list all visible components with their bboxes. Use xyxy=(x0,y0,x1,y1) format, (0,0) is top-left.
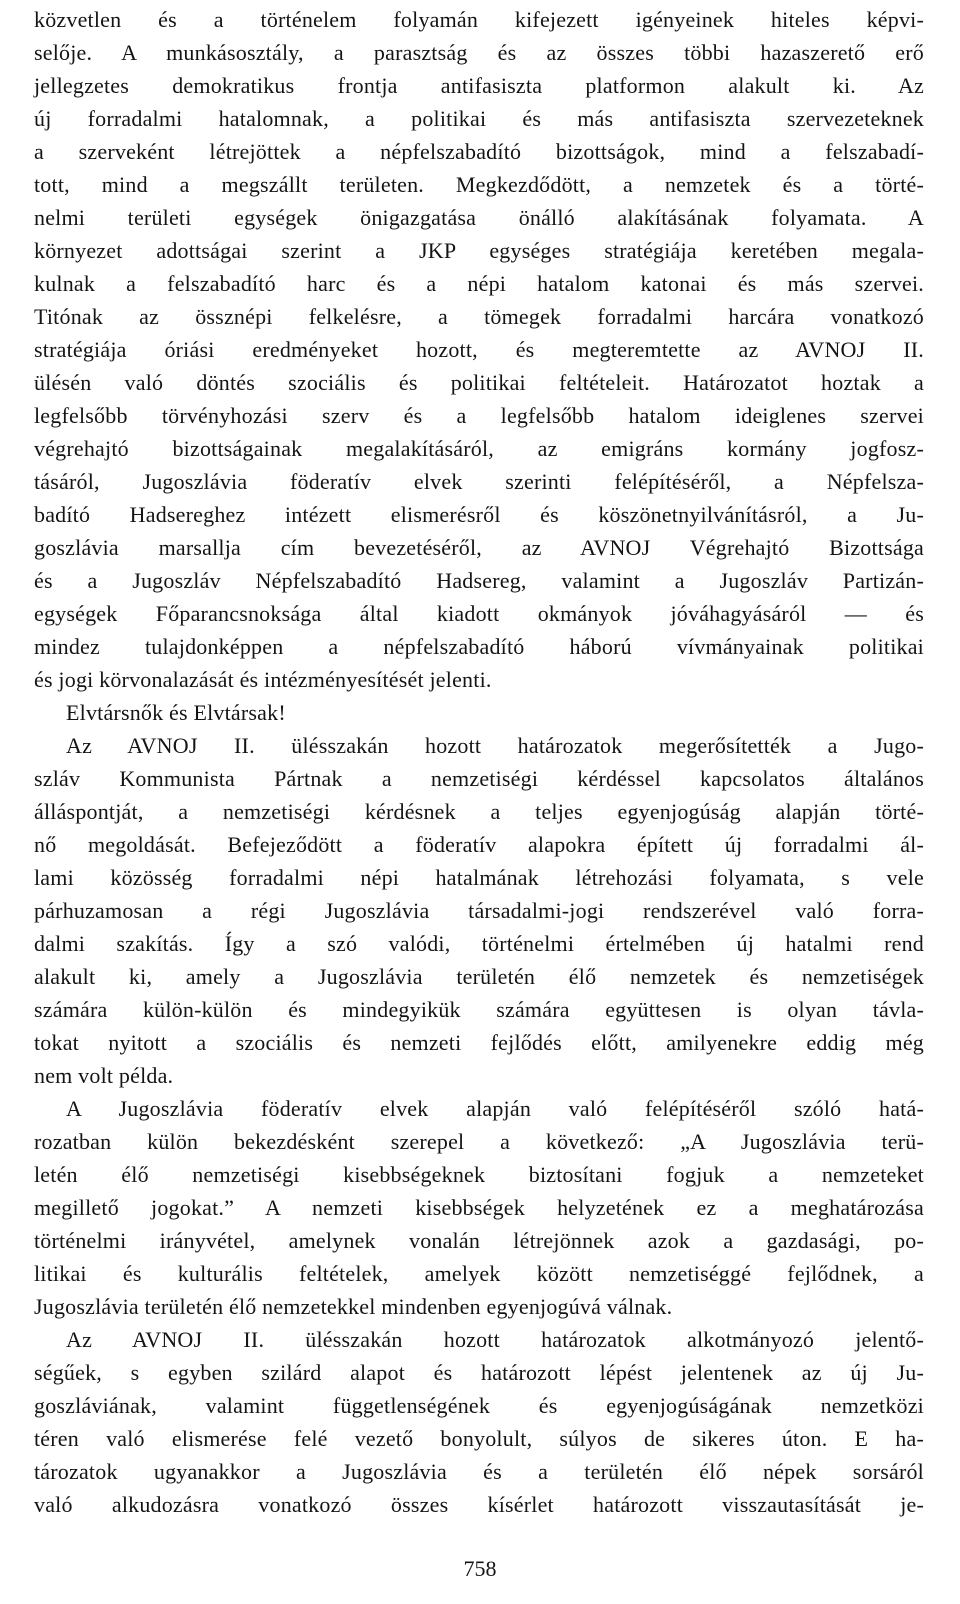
text-line: Elvtársnők és Elvtársak! xyxy=(66,700,286,725)
text-line: álláspontját, a nemzetiségi kérdésnek a teljes egyenjogúság alapján törté- xyxy=(34,799,924,824)
text-line: nelmi területi egységek önigazgatása önálló alakításának folyamata. A xyxy=(34,205,924,230)
text-line: való alkudozásra vonatkozó összes kísérlet határozott visszautasítását je- xyxy=(34,1492,924,1517)
text-line: a szerveként létrejöttek a népfelszabadító bizottságok, mind a felszabadí- xyxy=(34,139,924,164)
text-line: párhuzamosan a régi Jugoszlávia társadalmi-jogi rendszerével való forra- xyxy=(34,898,924,923)
text-line: goszlávia marsallja cím bevezetéséről, az AVNOJ Végrehajtó Bizottsága xyxy=(34,535,924,560)
text-line: jellegzetes demokratikus frontja antifasiszta platformon alakult ki. Az xyxy=(34,73,924,98)
text-line: téren való elismerése felé vezető bonyolult, súlyos de sikeres úton. E ha- xyxy=(34,1426,924,1451)
text-line: goszláviának, valamint függetlenségének és egyenjogúságának nemzetközi xyxy=(34,1393,924,1418)
text-line: ülésén való döntés szociális és politikai feltételeit. Határozatot hoztak a xyxy=(34,370,924,395)
text-line: és jogi körvonalazását és intézményesítését jelenti. xyxy=(34,667,492,692)
text-line: megillető jogokat.” A nemzeti kisebbségek helyzetének ez a meghatározása xyxy=(34,1195,924,1220)
text-line: történelmi irányvétel, amelynek vonalán létrejönnek azok a gazdasági, po- xyxy=(34,1228,924,1253)
text-line: környezet adottságai szerint a JKP egységes stratégiája keretében megala- xyxy=(34,238,924,263)
text-line: végrehajtó bizottságainak megalakításáról, az emigráns kormány jogfosz- xyxy=(34,436,924,461)
text-line: stratégiája óriási eredményeket hozott, és megteremtette az AVNOJ II. xyxy=(34,337,924,362)
text-line: kulnak a felszabadító harc és a népi hatalom katonai és más szervei. xyxy=(34,271,924,296)
text-line: szláv Kommunista Pártnak a nemzetiségi kérdéssel kapcsolatos általános xyxy=(34,766,924,791)
text-line: Az AVNOJ II. ülésszakán hozott határozatok megerősítették a Jugo- xyxy=(66,733,924,758)
text-line: tározatok ugyanakkor a Jugoszlávia és a területén élő népek sorsáról xyxy=(34,1459,924,1484)
text-line: ségűek, s egyben szilárd alapot és határozott lépést jelentenek az új Ju- xyxy=(34,1360,924,1385)
text-line: letén élő nemzetiségi kisebbségeknek biztosítani fogjuk a nemzeteket xyxy=(34,1162,924,1187)
text-line: egységek Főparancsnoksága által kiadott okmányok jóváhagyásáról — és xyxy=(34,601,924,626)
text-line: tásáról, Jugoszlávia föderatív elvek szerinti felépítéséről, a Népfelsza- xyxy=(34,469,924,494)
text-line: és a Jugoszláv Népfelszabadító Hadsereg, valamint a Jugoszláv Partizán- xyxy=(34,568,924,593)
text-line: legfelsőbb törvényhozási szerv és a legfelsőbb hatalom ideiglenes szervei xyxy=(34,403,924,428)
text-line: litikai és kulturális feltételek, amelyek között nemzetiséggé fejlődnek, a xyxy=(34,1261,924,1286)
text-line: selője. A munkásosztály, a parasztság és az összes többi hazaszerető erő xyxy=(34,40,924,65)
text-line: nem volt példa. xyxy=(34,1063,174,1088)
body-text xyxy=(34,3,924,1521)
text-line: tokat nyitott a szociális és nemzeti fejlődés előtt, amilyenekre eddig még xyxy=(34,1030,924,1055)
text-line: mindez tulajdonképpen a népfelszabadító háború vívmányainak politikai xyxy=(34,634,924,659)
page-number: 758 xyxy=(463,1556,497,1581)
text-line: Jugoszlávia területén élő nemzetekkel mindenben egyenjogúvá válnak. xyxy=(34,1294,673,1319)
text-line: nő megoldását. Befejeződött a föderatív alapokra épített új forradalmi ál- xyxy=(34,832,924,857)
text-line: közvetlen és a történelem folyamán kifejezett igényeinek hiteles képvi- xyxy=(34,7,924,32)
text-line: új forradalmi hatalomnak, a politikai és más antifasiszta szervezeteknek xyxy=(34,106,924,131)
text-line: A Jugoszlávia föderatív elvek alapján való felépítéséről szóló hatá- xyxy=(66,1096,924,1121)
text-line: rozatban külön bekezdésként szerepel a következő: „A Jugoszlávia terü- xyxy=(34,1129,924,1154)
text-line: tott, mind a megszállt területen. Megkezdődött, a nemzetek és a törté- xyxy=(34,172,924,197)
text-line: lami közösség forradalmi népi hatalmának létrehozási folyamata, s vele xyxy=(34,865,924,890)
text-line: dalmi szakítás. Így a szó valódi, történelmi értelmében új hatalmi rend xyxy=(34,931,924,956)
text-line: Az AVNOJ II. ülésszakán hozott határozatok alkotmányozó jelentő- xyxy=(66,1327,924,1352)
text-line: badító Hadsereghez intézett elismerésről és köszönetnyilvánításról, a Ju- xyxy=(34,502,924,527)
text-line: alakult ki, amely a Jugoszlávia területén élő nemzetek és nemzetiségek xyxy=(34,964,924,989)
text-line: számára külön-külön és mindegyikük számára együttesen is olyan távla- xyxy=(34,997,924,1022)
text-line: Titónak az össznépi felkelésre, a tömegek forradalmi harcára vonatkozó xyxy=(34,304,924,329)
